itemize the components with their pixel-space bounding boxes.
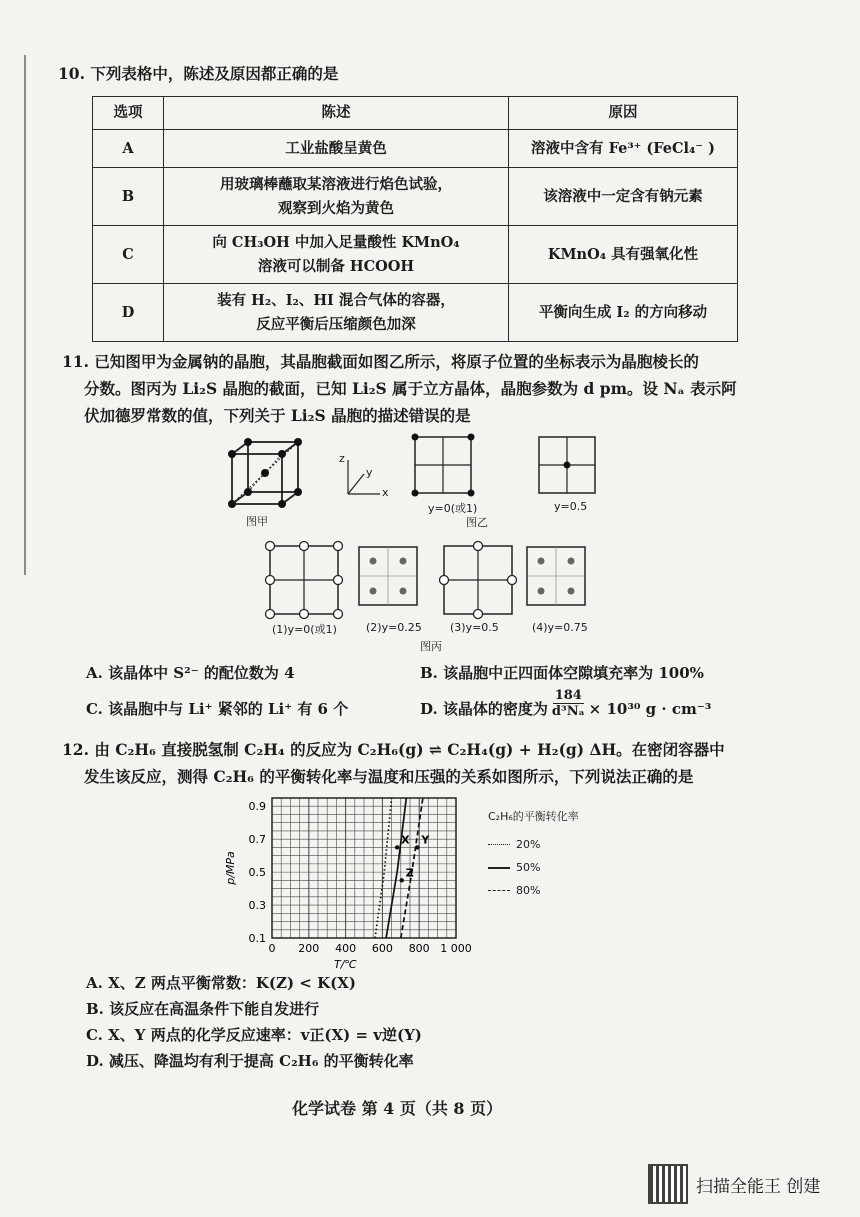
y-tick-label: 0.7: [248, 833, 266, 847]
figure-jia-bcc-cell: [222, 434, 312, 514]
chart-legend: [488, 808, 579, 897]
figure-bing-section-1: [262, 540, 348, 618]
table-row: [93, 168, 738, 226]
header-statement: 陈述: [164, 97, 509, 130]
row-statement: [164, 168, 509, 226]
option-d-prefix: D. 该晶体的密度为: [420, 700, 548, 718]
legend-item: [488, 884, 579, 897]
dashed-line-icon: [488, 890, 510, 891]
y-tick-label: 0.3: [248, 899, 266, 913]
statement-line: 向 CH₃OH 中加入足量酸性 KMnO₄: [212, 233, 460, 251]
bing-label-4: (4)y=0.75: [532, 621, 588, 634]
point-Y: [415, 845, 419, 849]
yi-label-1: y=0(或1): [428, 502, 478, 515]
x-tick-label: 200: [298, 942, 320, 955]
bing-label-3: (3)y=0.5: [450, 621, 499, 634]
qr-code-icon: [648, 1164, 688, 1204]
option-d-suffix: × 10³⁰ g · cm⁻³: [588, 699, 712, 718]
statement-line: 用玻璃棒蘸取某溶液进行焰色试验，: [220, 175, 452, 193]
figure-bing-section-2: [356, 544, 422, 610]
table-row: [93, 284, 738, 342]
q12-option-c: C. X、Y 两点的化学反应速率：v正(X) = v逆(Y): [86, 1026, 422, 1044]
statement-line: 观察到火焰为黄色: [278, 199, 394, 217]
q11-option-d: [420, 688, 712, 719]
legend-item: [488, 861, 579, 874]
row-statement: [164, 226, 509, 284]
point-X: [395, 845, 399, 849]
x-tick-label: 1 000: [440, 942, 472, 955]
figure-yi-section-2: [534, 432, 604, 498]
axis-x-label: x: [382, 486, 389, 499]
q11-option-c: C. 该晶胞中与 Li⁺ 紧邻的 Li⁺ 有 6 个: [86, 700, 349, 718]
row-reason: 溶液中含有 Fe³⁺ (FeCl₄⁻ ): [509, 130, 738, 168]
yi-label-2: y=0.5: [554, 500, 588, 513]
header-reason: 原因: [509, 97, 738, 130]
q11-line2: 分数。图丙为 Li₂S 晶胞的截面，已知 Li₂S 属于立方晶体，晶胞参数为 d pm。设 Nₐ 表示阿: [84, 379, 737, 398]
legend-title: C₂H₆的平衡转化率: [488, 810, 579, 823]
fraction-numerator: 184: [554, 688, 582, 703]
scanner-watermark: [648, 1164, 820, 1204]
row-option: A: [93, 130, 164, 168]
y-tick-label: 0.1: [248, 932, 266, 945]
q11-option-a: A. 该晶体中 S²⁻ 的配位数为 4: [86, 664, 295, 682]
figure-yi-section-1: [410, 432, 480, 498]
table-header-row: [93, 97, 738, 130]
statement-line: 溶液可以制备 HCOOH: [257, 257, 415, 275]
bing-label-1: (1)y=0(或1): [272, 623, 337, 636]
row-statement: [164, 284, 509, 342]
fig-jia-label: 图甲: [246, 515, 268, 528]
margin-line: [24, 55, 26, 575]
axis-z-label: z: [339, 452, 345, 465]
figure-bing-section-3: [436, 540, 522, 618]
statement-line: 装有 H₂、I₂、HI 混合气体的容器，: [217, 291, 455, 309]
table-row: [93, 226, 738, 284]
point-Z: [400, 878, 404, 882]
axis-y-label: y: [366, 466, 373, 479]
y-tick-label: 0.9: [248, 800, 266, 814]
row-statement: 工业盐酸呈黄色: [164, 130, 509, 168]
x-tick-label: 400: [335, 942, 357, 955]
statement-line: 反应平衡后压缩颜色加深: [256, 315, 416, 333]
point-label-Z: Z: [405, 866, 414, 880]
row-option: D: [93, 284, 164, 342]
q12-line2: 发生该反应，测得 C₂H₆ 的平衡转化率与温度和压强的关系如图所示，下列说法正确的是: [84, 767, 694, 786]
row-option: C: [93, 226, 164, 284]
dotted-line-icon: [488, 844, 510, 845]
q12-line1: 12. 由 C₂H₆ 直接脱氢制 C₂H₄ 的反应为 C₂H₆(g) ⇌ C₂H₄(g) + H₂(g) ΔH。在密闭容器中: [62, 740, 725, 759]
table-row: [93, 130, 738, 168]
q11-line3: 伏加德罗常数的值，下列关于 Li₂S 晶胞的描述错误的是: [84, 406, 471, 425]
series-line-50%: [386, 798, 406, 938]
x-tick-label: 800: [408, 942, 430, 955]
x-tick-label: 600: [371, 942, 393, 955]
row-reason: 平衡向生成 I₂ 的方向移动: [509, 284, 738, 342]
fig-bing-label: 图丙: [420, 640, 442, 653]
fraction-denominator: d³Nₐ: [551, 704, 585, 719]
page-footer: 化学试卷 第 4 页（共 8 页）: [292, 1099, 503, 1118]
q12-option-d: D. 减压、降温均有利于提高 C₂H₆ 的平衡转化率: [86, 1052, 414, 1070]
row-reason: KMnO₄ 具有强氧化性: [509, 226, 738, 284]
point-label-X: X: [401, 833, 410, 847]
q11-option-b: B. 该晶胞中正四面体空隙填充率为 100%: [420, 664, 704, 682]
q10-table: [92, 96, 738, 342]
bing-label-2: (2)y=0.25: [366, 621, 422, 634]
q11-line1: 11. 已知图甲为金属钠的晶胞，其晶胞截面如图乙所示，将原子位置的坐标表示为晶胞棱长的: [62, 352, 699, 371]
x-tick-label: 0: [268, 942, 276, 955]
row-reason: 该溶液中一定含有钠元素: [509, 168, 738, 226]
legend-label: 80%: [516, 884, 541, 897]
q12-option-b: B. 该反应在高温条件下能自发进行: [86, 1000, 320, 1018]
y-tick-label: 0.5: [248, 866, 266, 880]
y-axis-label: p/MPa: [224, 851, 237, 885]
header-option: 选项: [93, 97, 164, 130]
point-label-Y: Y: [421, 833, 430, 847]
x-axis-label: T/℃: [334, 958, 357, 971]
figure-bing-section-4: [524, 544, 590, 610]
fig-yi-label: 图乙: [466, 516, 488, 529]
q10-stem: 10. 下列表格中，陈述及原因都正确的是: [58, 64, 339, 83]
q12-option-a: A. X、Z 两点平衡常数：K(Z) < K(X): [86, 974, 356, 992]
density-fraction: [552, 688, 585, 719]
legend-item: [488, 838, 579, 851]
row-option: B: [93, 168, 164, 226]
legend-label: 50%: [516, 861, 541, 874]
solid-line-icon: [488, 867, 510, 869]
watermark-text: 扫描全能王 创建: [696, 1176, 821, 1197]
legend-label: 20%: [516, 838, 541, 851]
